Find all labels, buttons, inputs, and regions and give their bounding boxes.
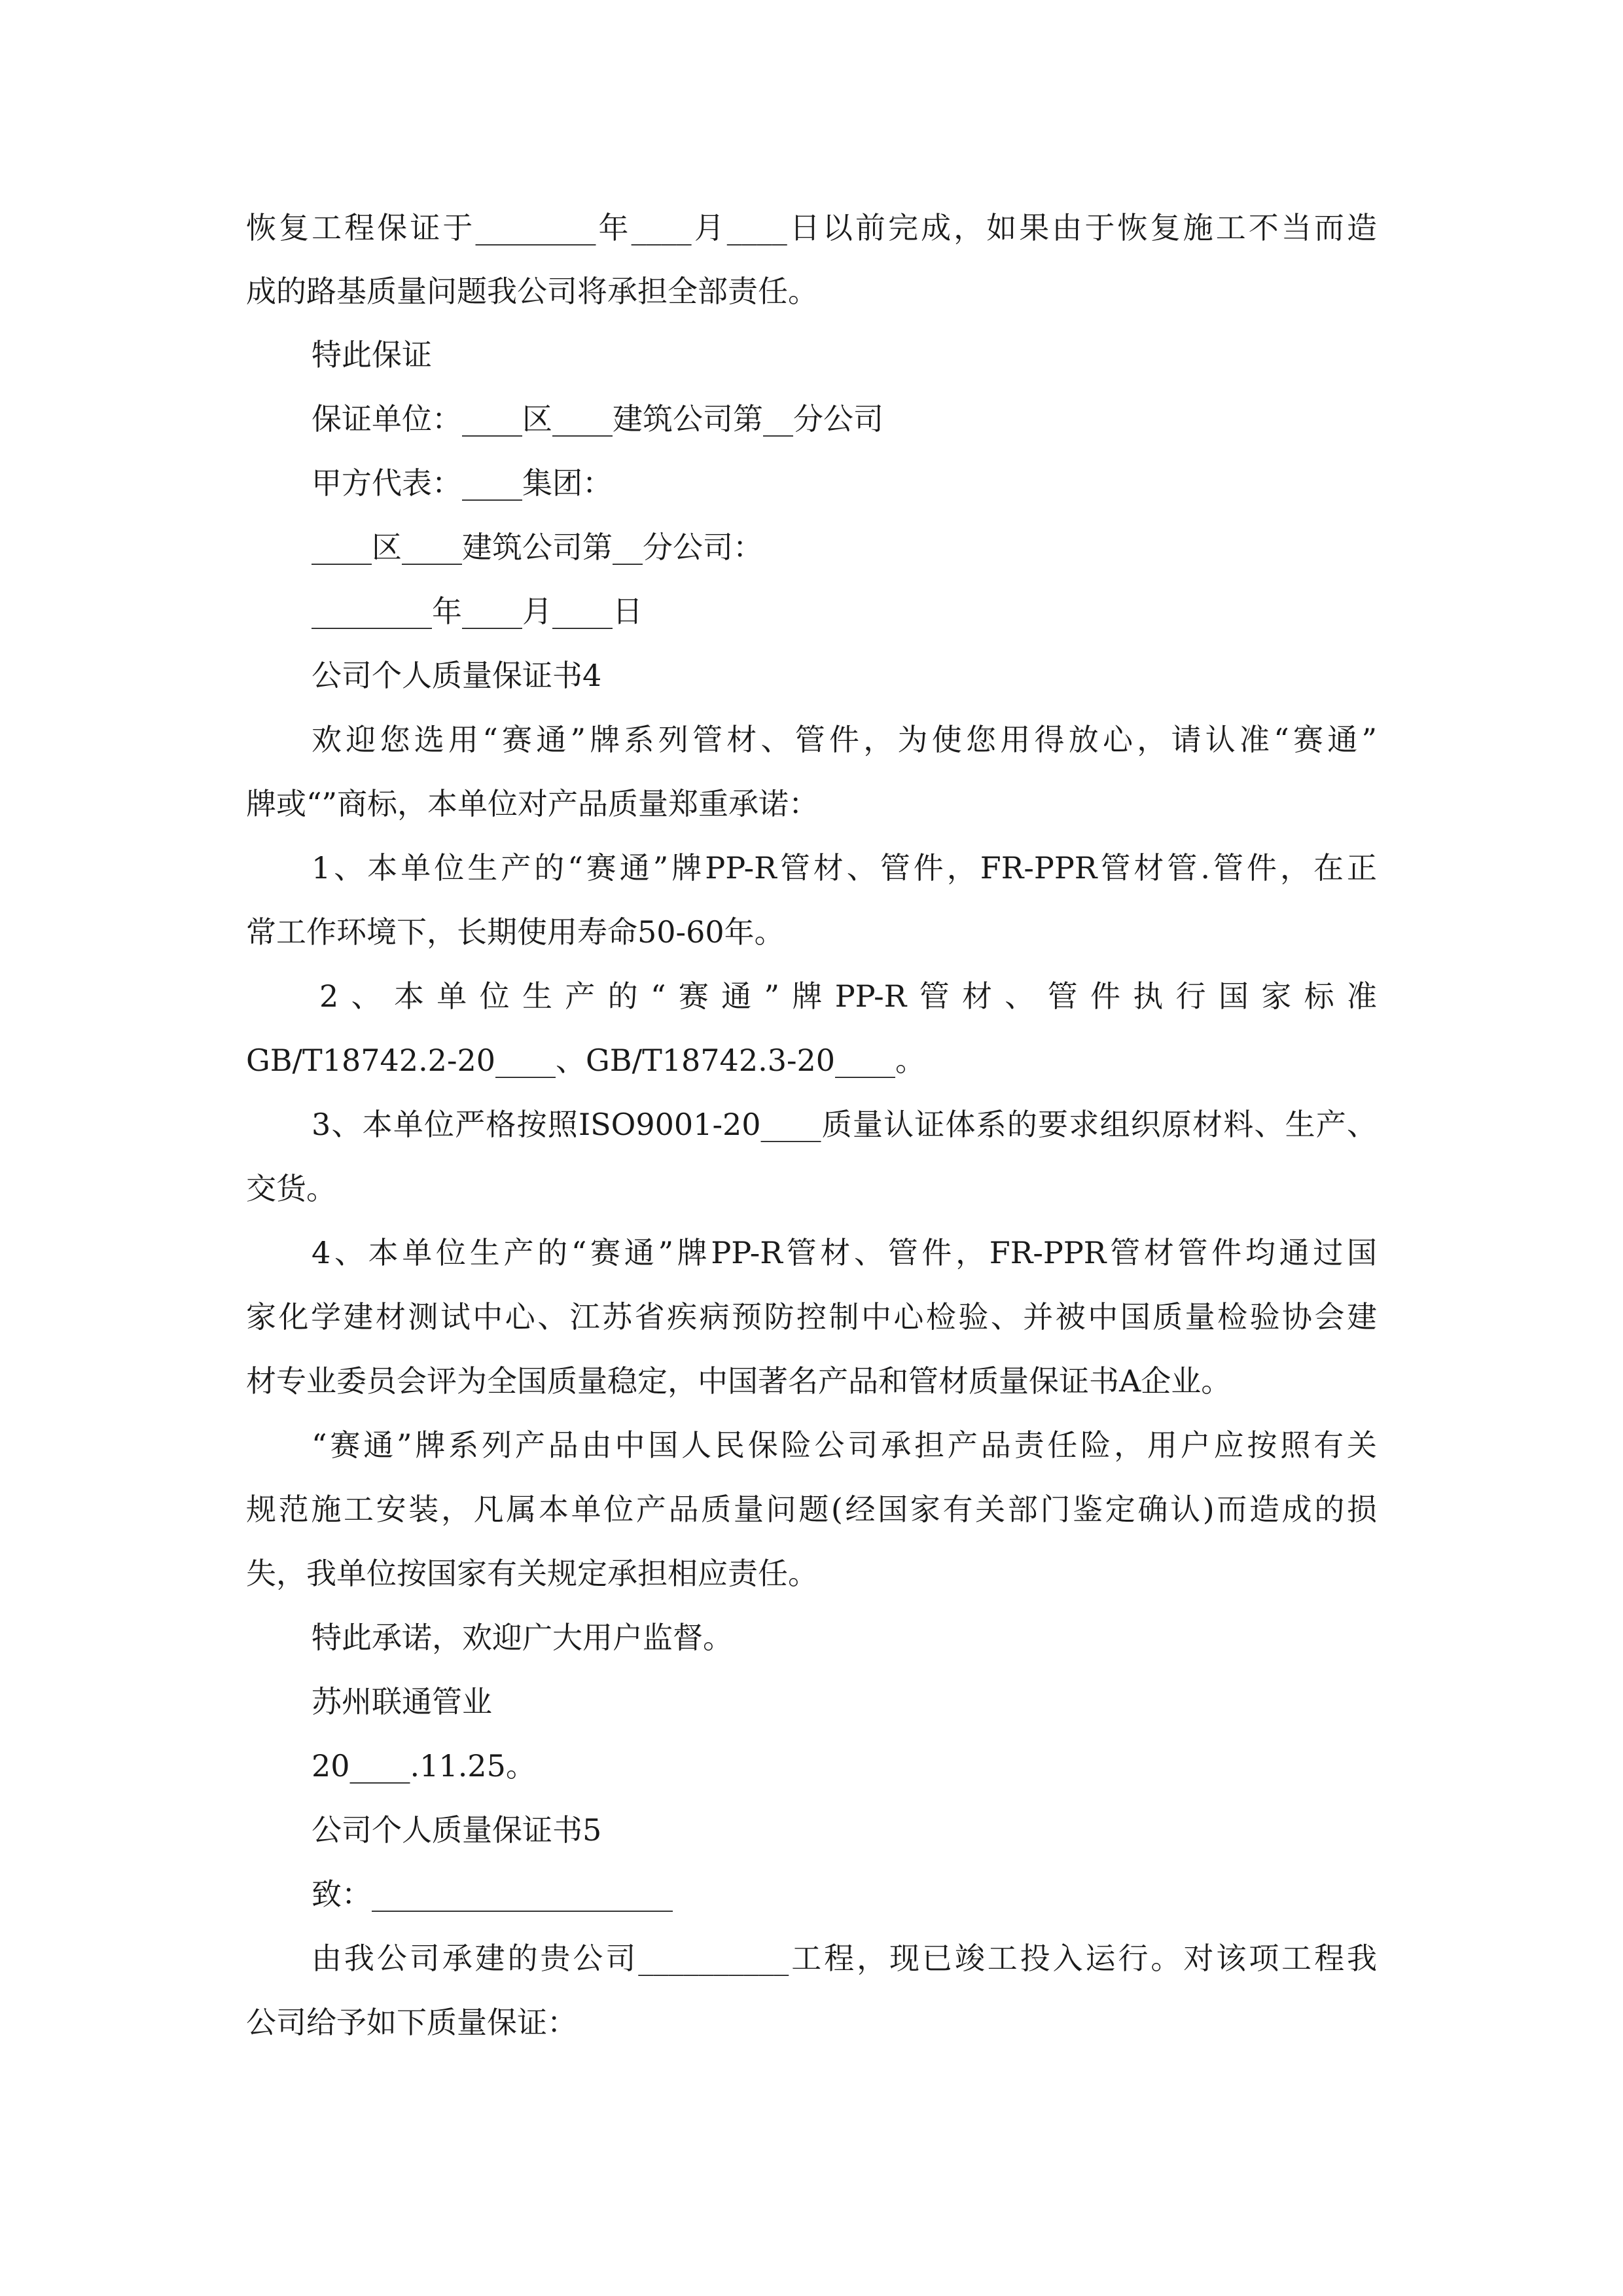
party-a-representative-line: 甲方代表：____集团：	[312, 465, 613, 501]
promise-item-4-line-2: 家化学建材测试中心、江苏省疾病预防控制中心检验、并被中国质量检验协会建	[246, 1299, 1377, 1335]
insurance-paragraph-line-1: “赛通”牌系列产品由中国人民保险公司承担产品责任险，用户应按照有关	[312, 1427, 1377, 1463]
issue-date-line: 20____.11.25。	[312, 1748, 536, 1784]
promise-item-3-line-1: 3、本单位严格按照ISO9001-20____质量认证体系的要求组织原材料、生产、	[312, 1107, 1377, 1142]
promise-item-4-line-1: 4、本单位生产的“赛通”牌PP-R管材、管件，FR-PPR管材管件均通过国	[312, 1235, 1377, 1270]
section-heading-4: 公司个人质量保证书4	[312, 658, 602, 693]
date-line: ________年____月____日	[312, 594, 643, 629]
project-paragraph-line-2: 公司给予如下质量保证：	[246, 2005, 577, 2040]
guarantor-unit-line: 保证单位：____区____建筑公司第__分公司	[312, 401, 883, 437]
paragraph-line-2: 成的路基质量问题我公司将承担全部责任。	[246, 274, 818, 309]
promise-item-3-line-2: 交货。	[246, 1171, 336, 1206]
promise-item-1-line-2: 常工作环境下，长期使用寿命50-60年。	[246, 914, 785, 950]
insurance-paragraph-line-3: 失，我单位按国家有关规定承担相应责任。	[246, 1556, 818, 1591]
company-name-line: 苏州联通管业	[312, 1684, 492, 1719]
closing-line: 特此保证	[312, 337, 432, 372]
pledge-closing-line: 特此承诺，欢迎广大用户监督。	[312, 1620, 733, 1655]
promise-item-1-line-1: 1、本单位生产的“赛通”牌PP-R管材、管件，FR-PPR管材管.管件，在正	[312, 850, 1377, 886]
section-heading-5: 公司个人质量保证书5	[312, 1812, 602, 1848]
promise-item-2-line-1: 2、本单位生产的“赛通”牌PP-R管材、管件执行国家标准	[319, 978, 1377, 1014]
recipient-line: 致：____________________	[312, 1876, 673, 1912]
promise-item-4-line-3: 材专业委员会评为全国质量稳定，中国著名产品和管材质量保证书A企业。	[246, 1363, 1232, 1399]
company-signature-line: ____区____建筑公司第__分公司：	[312, 529, 763, 565]
promise-item-2-line-2: GB/T18742.2-20____、GB/T18742.3-20____。	[246, 1043, 926, 1078]
paragraph-line-1: 恢复工程保证于________年____月____日以前完成，如果由于恢复施工不当而造	[246, 210, 1377, 245]
project-paragraph-line-1: 由我公司承建的贵公司__________工程，现已竣工投入运行。对该项工程我	[312, 1941, 1377, 1976]
insurance-paragraph-line-2: 规范施工安装，凡属本单位产品质量问题(经国家有关部门鉴定确认)而造成的损	[246, 1492, 1377, 1527]
paragraph-line-9: 欢迎您选用“赛通”牌系列管材、管件，为使您用得放心，请认准“赛通”	[312, 722, 1377, 757]
paragraph-line-10: 牌或“”商标，本单位对产品质量郑重承诺：	[246, 786, 819, 821]
